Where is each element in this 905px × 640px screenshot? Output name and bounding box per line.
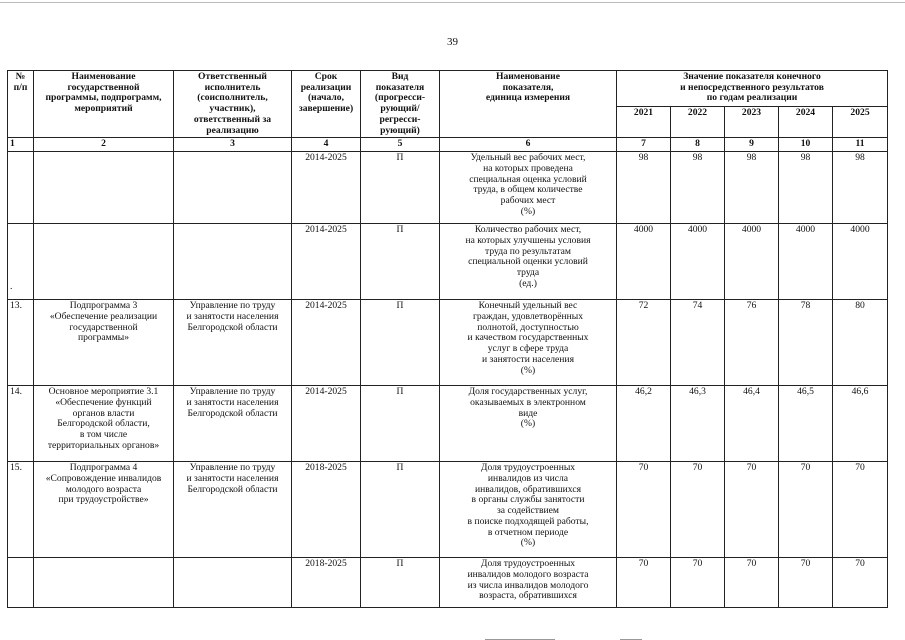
indicator-value: 70 <box>671 462 725 558</box>
header-program-name: Наименование государственной программы, подпрограмм, мероприятий <box>34 71 174 138</box>
indicator-value: 70 <box>779 462 833 558</box>
indicator-value: 98 <box>833 152 888 224</box>
indicator-value: 46,5 <box>779 386 833 462</box>
indicators-table <box>7 70 888 608</box>
program-name <box>34 224 174 300</box>
row-number: . <box>8 224 34 300</box>
header-period: Срок реализации (начало, завершение) <box>292 71 361 138</box>
row-number <box>8 558 34 608</box>
indicator-value: 74 <box>671 300 725 386</box>
header-year: 2022 <box>671 106 725 138</box>
indicator-value: 70 <box>833 558 888 608</box>
header-executor: Ответственный исполнитель (соисполнитель, участник), ответственный за реализацию <box>174 71 292 138</box>
indicator-value: 4000 <box>671 224 725 300</box>
indicator-name: Доля трудоустроенных инвалидов молодого возраста из числа инвалидов молодого возраста, обратившихся <box>440 558 617 608</box>
indicator-value: 98 <box>671 152 725 224</box>
period-cell: 2018-2025 <box>292 558 361 608</box>
header-year: 2021 <box>617 106 671 138</box>
indicator-value: 98 <box>779 152 833 224</box>
indicator-name: Удельный вес рабочих мест, на которых проведена специальная оценка условий труда, в общем количестве рабочих мест (%) <box>440 152 617 224</box>
indicator-name: Доля трудоустроенных инвалидов из числа инвалидов, обратившихся в органы службы занятости за содействием в поиске подходящей работы, в отчетном периоде (%) <box>440 462 617 558</box>
program-name: Подпрограмма 4 «Сопровождение инвалидов молодого возраста при трудоустройстве» <box>34 462 174 558</box>
program-name: Основное мероприятие 3.1 «Обеспечение функций органов власти Белгородской области, в том числе территориальных органов» <box>34 386 174 462</box>
period-cell: 2014-2025 <box>292 152 361 224</box>
table-row <box>8 300 888 386</box>
indicator-name: Конечный удельный вес граждан, удовлетворённых полнотой, доступностью и качеством государственных услуг в сфере труда и занятости населения (%) <box>440 300 617 386</box>
indicator-type: П <box>361 224 440 300</box>
indicator-value: 46,4 <box>725 386 779 462</box>
header-year: 2024 <box>779 106 833 138</box>
column-number: 6 <box>440 138 617 152</box>
program-name: Подпрограмма 3 «Обеспечение реализации государственной программы» <box>34 300 174 386</box>
indicator-type: П <box>361 300 440 386</box>
column-number: 7 <box>617 138 671 152</box>
column-number: 8 <box>671 138 725 152</box>
header-year: 2023 <box>725 106 779 138</box>
indicator-value: 4000 <box>833 224 888 300</box>
executor-name <box>174 558 292 608</box>
indicator-value: 4000 <box>617 224 671 300</box>
indicator-value: 72 <box>617 300 671 386</box>
indicator-value: 46,2 <box>617 386 671 462</box>
column-number: 9 <box>725 138 779 152</box>
table-row <box>8 386 888 462</box>
header-values-group: Значение показателя конечного и непосредственного результатов по годам реализации <box>617 71 888 107</box>
row-number: 15. <box>8 462 34 558</box>
indicator-value: 70 <box>671 558 725 608</box>
indicator-value: 76 <box>725 300 779 386</box>
period-cell: 2014-2025 <box>292 386 361 462</box>
row-number <box>8 152 34 224</box>
indicator-value: 80 <box>833 300 888 386</box>
table-row <box>8 224 888 300</box>
period-cell: 2014-2025 <box>292 300 361 386</box>
indicator-type: П <box>361 386 440 462</box>
column-number: 10 <box>779 138 833 152</box>
period-cell: 2014-2025 <box>292 224 361 300</box>
executor-name: Управление по труду и занятости населения Белгородской области <box>174 300 292 386</box>
indicator-value: 70 <box>779 558 833 608</box>
indicator-value: 98 <box>725 152 779 224</box>
indicator-value: 78 <box>779 300 833 386</box>
indicator-value: 70 <box>617 558 671 608</box>
row-number: 13. <box>8 300 34 386</box>
column-number: 4 <box>292 138 361 152</box>
header-indicator-type: Вид показателя (прогресси- рующий/ регресси- рующий) <box>361 71 440 138</box>
row-number: 14. <box>8 386 34 462</box>
indicator-type: П <box>361 558 440 608</box>
indicator-type: П <box>361 462 440 558</box>
table-row <box>8 152 888 224</box>
indicator-value: 4000 <box>779 224 833 300</box>
program-name <box>34 558 174 608</box>
indicator-value: 46,6 <box>833 386 888 462</box>
indicator-value: 98 <box>617 152 671 224</box>
header-year: 2025 <box>833 106 888 138</box>
indicator-name: Количество рабочих мест, на которых улучшены условия труда по результатам специальной оценки условий труда (ед.) <box>440 224 617 300</box>
column-number: 11 <box>833 138 888 152</box>
column-number: 1 <box>8 138 34 152</box>
page-number: 39 <box>447 36 458 48</box>
header-indicator-name: Наименование показателя, единица измерения <box>440 71 617 138</box>
indicator-value: 46,3 <box>671 386 725 462</box>
executor-name <box>174 224 292 300</box>
indicator-value: 70 <box>833 462 888 558</box>
column-number: 3 <box>174 138 292 152</box>
indicator-value: 4000 <box>725 224 779 300</box>
table-row <box>8 462 888 558</box>
table-row <box>8 558 888 608</box>
indicator-value: 70 <box>725 558 779 608</box>
column-number: 5 <box>361 138 440 152</box>
executor-name: Управление по труду и занятости населения Белгородской области <box>174 462 292 558</box>
indicator-name: Доля государственных услуг, оказываемых в электронном виде (%) <box>440 386 617 462</box>
executor-name <box>174 152 292 224</box>
period-cell: 2018-2025 <box>292 462 361 558</box>
indicator-type: П <box>361 152 440 224</box>
header-number: № п/п <box>8 71 34 138</box>
column-number: 2 <box>34 138 174 152</box>
scan-top-edge <box>0 2 905 3</box>
indicator-value: 70 <box>725 462 779 558</box>
program-name <box>34 152 174 224</box>
executor-name: Управление по труду и занятости населения Белгородской области <box>174 386 292 462</box>
indicator-value: 70 <box>617 462 671 558</box>
